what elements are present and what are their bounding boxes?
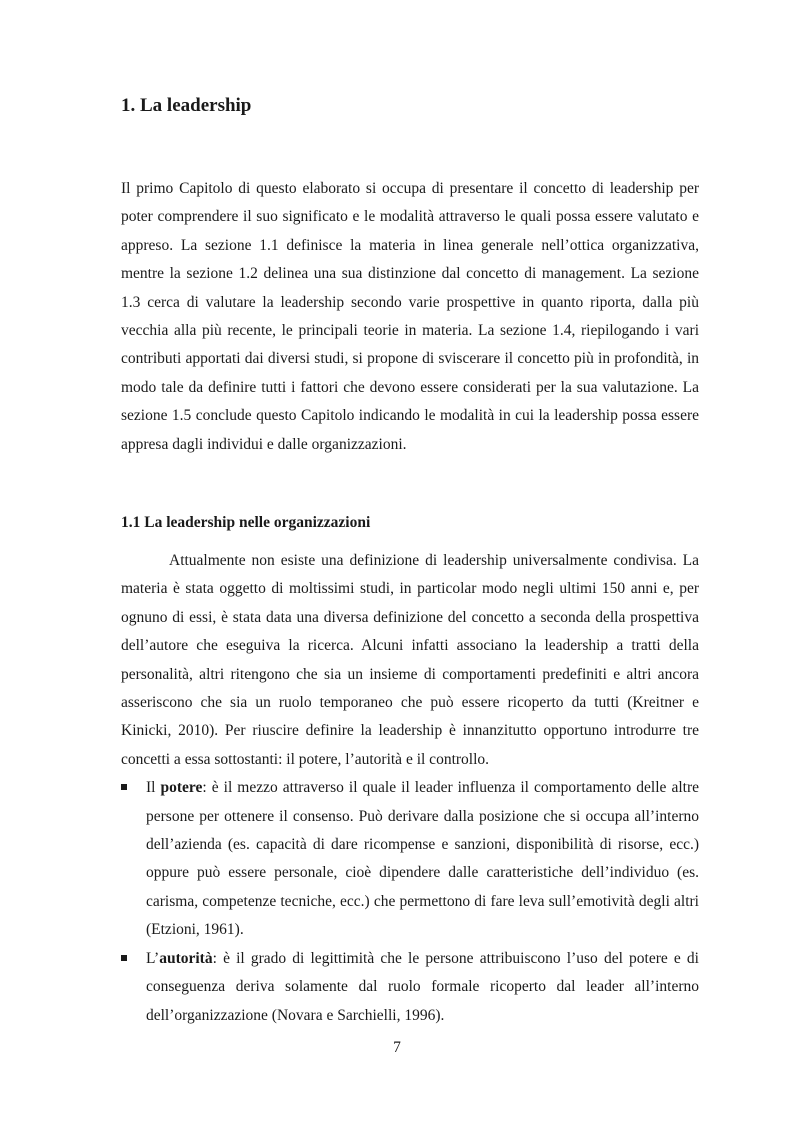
square-bullet-icon — [121, 955, 127, 961]
bullet-term: potere — [160, 779, 203, 797]
intro-paragraph: Il primo Capitolo di questo elaborato si occupa di presentare il concetto di leadership per poter comprendere il suo significato e le modalità attraverso le quali possa essere valutato e appreso. La sezione 1.1 definisce la materia in linea generale nell’ottica organizzativa, mentre la sezione 1.2 delinea una sua distinzione dal concetto di management. La sezione 1.3 cerca di valutare la leadership secondo varie prospettive in quanto riporta, dalla più vecchia alla più recente, le principali teorie in materia. La sezione 1.4, riepilogando i vari contributi apportati dai diversi studi, si propone di sviscerare il concetto più in profondità, in modo tale da definire tutti i fattori che devono essere considerati per la sua valutazione. La sezione 1.5 conclude questo Capitolo indicando le modalità in cui la leadership possa essere appresa dagli individui e dalle organizzazioni. — [121, 180, 699, 453]
section-body — [121, 547, 699, 1030]
square-bullet-icon — [121, 784, 127, 790]
bullet-prefix: Il — [146, 779, 161, 797]
bullet-prefix: L’ — [146, 949, 160, 967]
chapter-title: 1. La leadership — [121, 95, 252, 116]
bullet-text: : è il grado di legittimità che le persone attribuiscono l’uso del potere e di conseguenza deriva solamente dal ruolo formale ricoperto dal leader all’interno dell’organizzazione (Novara e Sarchielli, 1996). — [146, 949, 699, 1024]
bullet-item-potere — [121, 774, 699, 944]
bullet-list — [121, 774, 699, 1030]
bullet-text: : è il mezzo attraverso il quale il leader influenza il comportamento delle altre persone per ottenere il consenso. Può derivare dalla posizione che si occupa all’interno dell’azienda (es. capacità di dare ricompense e sanzioni, disponibilità di risorse, ecc.) oppure può essere personale, cioè dipendere dalle caratteristiche dell’individuo (es. carisma, competenze tecniche, ecc.) che permettono di fare leva sull’emotività degli altri (Etzioni, 1961). — [146, 779, 699, 939]
bullet-term: autorità — [159, 949, 213, 967]
bullet-item-autorita — [121, 945, 699, 1030]
section-title: 1.1 La leadership nelle organizzazioni — [121, 514, 371, 531]
page-number: 7 — [393, 1039, 401, 1056]
body-paragraph: Attualmente non esiste una definizione di leadership universalmente condivisa. La materia è stata oggetto di moltissimi studi, in particolar modo negli ultimi 150 anni e, per ognuno di essi, è stata data una diversa definizione del concetto a seconda della prospettiva dell’autore che eseguiva la ricerca. Alcuni infatti associano la leadership a tratti della personalità, altri ritengono che sia un insieme di comportamenti predefiniti e altri ancora asseriscono che sia un ruolo temporaneo che può essere ricoperto da tutti (Kreitner e Kinicki, 2010). Per riuscire definire la leadership è innanzitutto opportuno introdurre tre concetti a essa sottostanti: il potere, l’autorità e il controllo. — [121, 552, 699, 768]
